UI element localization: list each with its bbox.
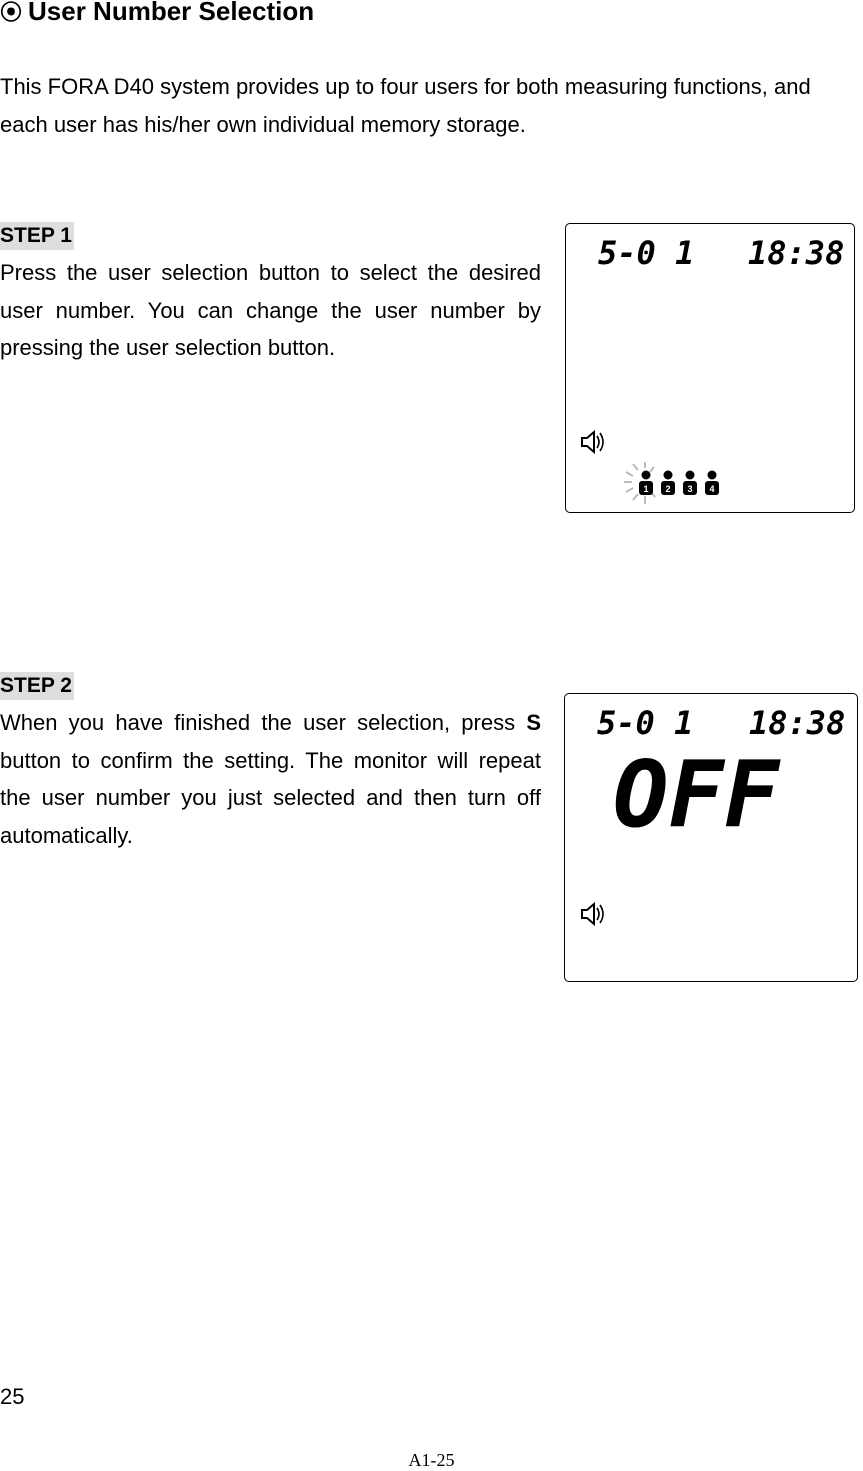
speaker-icon [582, 432, 603, 452]
user-3-label: 3 [687, 484, 693, 494]
section-title-text: User Number Selection [28, 0, 315, 26]
speaker-icon [582, 904, 603, 924]
step2-body [0, 704, 541, 854]
user-2-label: 2 [665, 484, 671, 494]
step1-body: Press the user selection button to select the desired user number. You can change the user number by pressing the user selection button. [0, 260, 541, 360]
user-icon-3 [683, 471, 697, 496]
lcd-display-step1 [565, 223, 855, 513]
step2-body-suffix: button to confirm the setting. The monitor will repeat the user number you just selected and then turn off automatically. [0, 747, 541, 848]
lcd-time: 18:38 [749, 704, 846, 742]
user-icon-4 [705, 471, 719, 496]
page-number: 25 [0, 1384, 25, 1409]
step2-heading: STEP 2 [0, 672, 74, 700]
section-title [0, 0, 314, 27]
lcd-date: 5-0 1 [598, 234, 695, 272]
s-button-label: S [526, 710, 541, 735]
lcd-screen-svg-2 [565, 694, 857, 981]
bullet-icon: ⦿ [0, 0, 23, 25]
lcd-date: 5-0 1 [597, 704, 694, 742]
footer-label: A1-25 [408, 1450, 455, 1470]
lcd-screen-svg [566, 224, 854, 512]
user-icon-1 [639, 471, 653, 496]
lcd-display-step2 [564, 693, 858, 982]
user-4-label: 4 [709, 484, 715, 494]
step1-heading: STEP 1 [0, 222, 74, 250]
lcd-off-text: OFF [613, 741, 780, 848]
user-1-label: 1 [643, 484, 649, 494]
step2-body-prefix: When you have finished the user selection, press [0, 710, 527, 735]
lcd-time: 18:38 [748, 234, 845, 272]
user-icon-2 [661, 471, 675, 496]
intro-paragraph: This FORA D40 system provides up to four users for both measuring functions, and each user has his/her own individual memory storage. [0, 74, 811, 137]
